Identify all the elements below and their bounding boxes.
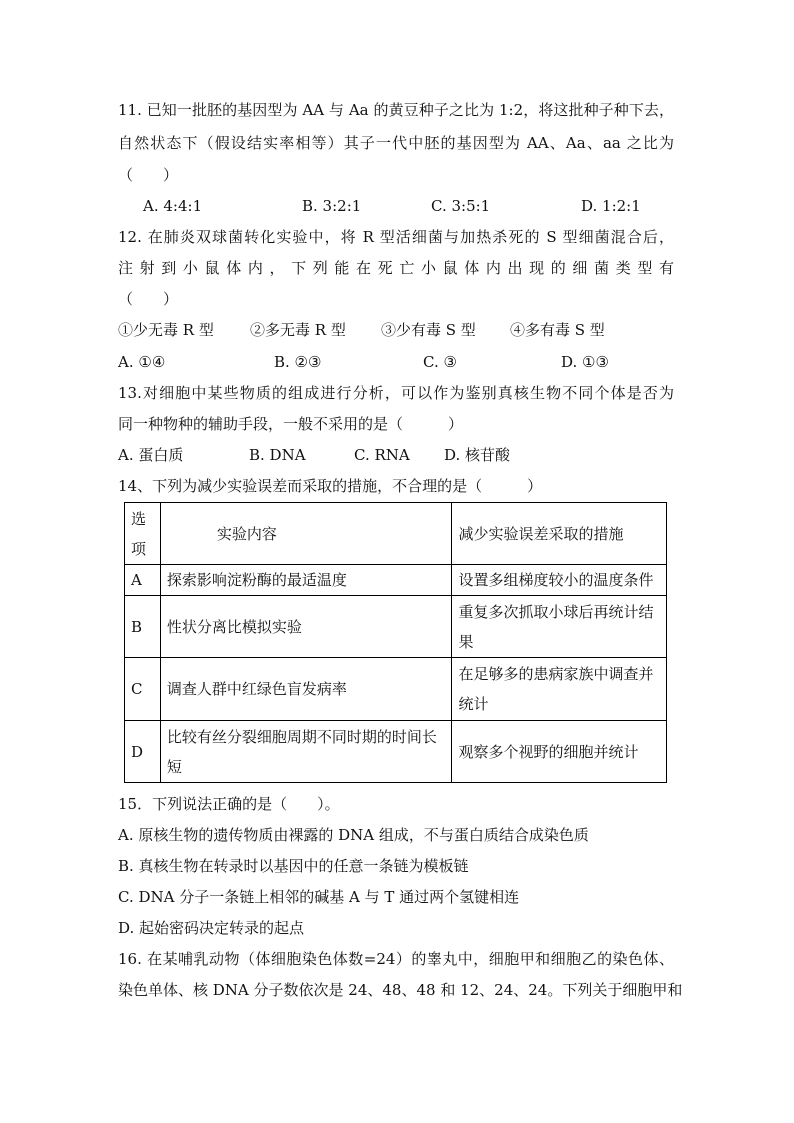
row-content: 探索影响淀粉酶的最适温度 — [160, 565, 452, 596]
q13-option-c: C. RNA — [354, 446, 410, 464]
header-measure: 减少实验误差采取的措施 — [452, 503, 667, 565]
q13-option-d: D. 核苷酸 — [444, 446, 511, 464]
q12-option-d: D. ①③ — [561, 353, 609, 371]
q12-option-a: A. ①④ — [118, 353, 166, 371]
header-option: 选项 — [125, 503, 161, 565]
row-option: D — [125, 721, 161, 783]
q11-option-b: B. 3:2:1 — [302, 197, 362, 215]
q13-stem-line2: 同一种物种的辅助手段，一般不采用的是（ ） — [118, 415, 464, 433]
row-content: 性状分离比模拟实验 — [160, 596, 452, 658]
q15-option-d: D. 起始密码决定转录的起点 — [118, 919, 305, 937]
q13-option-b: B. DNA — [249, 446, 306, 464]
table-row — [125, 596, 667, 658]
q15-stem: 15．下列说法正确的是（ ）。 — [118, 795, 340, 813]
q11-stem-line2: 自然状态下（假设结实率相等）其子一代中胚的基因型为 AA、Aa、aa 之比为 — [118, 134, 674, 152]
q16-stem-line2: 染色单体、核 DNA 分子数依次是 24、48、48 和 12、24、24。下列关于细胞甲和 — [118, 981, 683, 999]
q15-option-a: A. 原核生物的遗传物质由裸露的 DNA 组成，不与蛋白质结合成染色质 — [118, 826, 589, 844]
q11-option-a: A. 4:4:1 — [143, 197, 203, 215]
q12-answer-bracket: （ ） — [118, 290, 179, 308]
q12-option-b: B. ②③ — [274, 353, 322, 371]
q12-item-3: ③少有毒 S 型 — [381, 321, 476, 339]
table-row — [125, 721, 667, 783]
q11-answer-bracket: （ ） — [118, 166, 179, 184]
q13-stem-line1: 13.对细胞中某些物质的组成进行分析，可以作为鉴别真核生物不同个体是否为 — [118, 384, 674, 402]
q11-stem-line1: 11. 已知一批胚的基因型为 AA 与 Aa 的黄豆种子之比为 1:2，将这批种子种下去， — [118, 101, 674, 119]
q12-item-2: ②多无毒 R 型 — [250, 321, 346, 339]
row-measure: 设置多组梯度较小的温度条件 — [452, 565, 667, 596]
row-option: C — [125, 658, 161, 721]
q12-option-c: C. ③ — [423, 353, 457, 371]
table-row — [125, 565, 667, 596]
q14-stem: 14、下列为减少实验误差而采取的措施，不合理的是（ ） — [118, 477, 543, 495]
q11-option-d: D. 1:2:1 — [581, 197, 641, 215]
row-content: 调查人群中红绿色盲发病率 — [160, 658, 452, 721]
row-measure: 在足够多的患病家族中调查并统计 — [452, 658, 667, 721]
q12-stem-line2: 注射到小鼠体内，下列能在死亡小鼠体内出现的细菌类型有 — [118, 259, 674, 277]
row-measure: 重复多次抓取小球后再统计结果 — [452, 596, 667, 658]
q13-option-a: A. 蛋白质 — [118, 446, 184, 464]
q15-option-b: B. 真核生物在转录时以基因中的任意一条链为模板链 — [118, 857, 469, 875]
row-content: 比较有丝分裂细胞周期不同时期的时间长短 — [160, 721, 452, 783]
table-header-row — [125, 503, 667, 565]
q12-item-4: ④多有毒 S 型 — [510, 321, 605, 339]
q12-item-1: ①少无毒 R 型 — [118, 321, 214, 339]
row-option: A — [125, 565, 161, 596]
q11-option-c: C. 3:5:1 — [431, 197, 491, 215]
q14-table — [124, 502, 667, 783]
q15-option-c: C. DNA 分子一条链上相邻的碱基 A 与 T 通过两个氢键相连 — [118, 888, 520, 906]
table-row — [125, 658, 667, 721]
header-content: 实验内容 — [160, 503, 452, 565]
row-option: B — [125, 596, 161, 658]
q12-stem-line1: 12. 在肺炎双球菌转化实验中，将 R 型活细菌与加热杀死的 S 型细菌混合后， — [118, 228, 674, 246]
row-measure: 观察多个视野的细胞并统计 — [452, 721, 667, 783]
q16-stem-line1: 16. 在某哺乳动物（体细胞染色体数=24）的睾丸中，细胞甲和细胞乙的染色体、 — [118, 950, 674, 968]
